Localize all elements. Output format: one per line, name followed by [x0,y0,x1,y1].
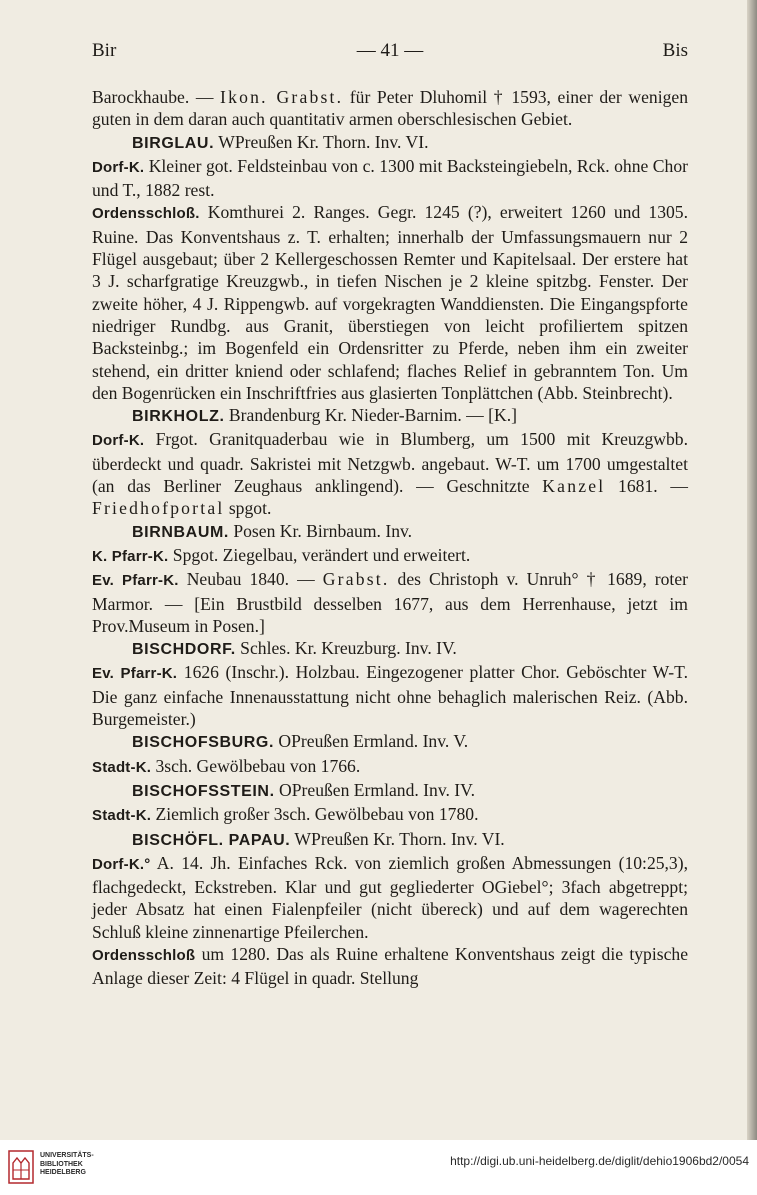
paragraph-bischofsburg-stadtk: Stadt-K. 3sch. Gewölbebau von 1766. [92,755,361,776]
building-label: Dorf-K. [92,158,145,176]
paragraph-intro: Barockhaube. — Ikon. Grabst. für Peter Dluhomil † 1593, einer der wenigen guten in dem daran auch quantitativ armen oberschlesischen Gebiet. [92,87,688,130]
paragraph-birnbaum-ev-pfarrk: Ev. Pfarr-K. Neubau 1840. — Grabst. des Christoph v. Unruh° † 1689, roter Marmor. — [Ein Brustbild desselben 1677, aus dem Herrenhause, jetzt im Prov.Museum in Posen.] [92,569,688,636]
building-label: K. Pfarr-K. [92,547,169,565]
header-left-keyword: Bir [92,40,117,61]
paragraph-bischoefl-ordensschloss: Ordensschloß um 1280. Das als Ruine erhaltene Konventshaus zeigt die typische Anlage dieser Zeit: 4 Flügel in quadr. Stellung [92,943,688,989]
paragraph-birglau-ordensschloss: Ordensschloß. Komthurei 2. Ranges. Gegr. 1245 (?), erweitert 1260 und 1305. Ruine. Das Konventshaus z. T. erhalten; innerhalb der Umfassungsmauern nur 2 Flügel ausgebaut; über 2 Kellergeschossen Remter und Kapitelsaal. Der erstere hat 3 J. scharfgratige Kreuzgwb., in tiefen Nischen je 2 kleine spitzbg. Fenster. Der zweite höher, 4 J. Rippengwb. auf vorgekragten Wanddiensten. Die Eingangspforte niedriger Rundbg. aus Granit, überstiegen von leicht profiliertem spitzen Backsteinbg.; im Bogenfeld ein Ordensritter zu Pferde, neben ihm ein zweiter stehend, ein dritter kniend oder schlafend; flaches Relief in gebranntem Ton. Um den Bogenrücken ein Inschriftfries aus glasierten Tonplättchen (Abb. Steinbrecht). [92,202,688,403]
header-right-keyword: Bis [662,40,688,61]
entry-birnbaum: BIRNBAUM. Posen Kr. Birnbaum. Inv. [132,520,413,541]
place-name: BISCHOFSSTEIN. [132,782,275,800]
page-number: — 41 — [356,40,424,61]
entry-bischofsburg: BISCHOFSBURG. OPreußen Ermland. Inv. V. [132,731,469,752]
page-edge [747,0,757,1140]
place-name: BIRNBAUM. [132,523,229,541]
entry-bischofsstein: BISCHOFSSTEIN. OPreußen Ermland. Inv. IV. [132,779,475,800]
entry-birglau: BIRGLAU. WPreußen Kr. Thorn. Inv. VI. [132,131,429,152]
paragraph-bischofsstein-stadtk: Stadt-K. Ziemlich großer 3sch. Gewölbebau von 1780. [92,804,479,825]
place-name: BIRGLAU. [132,134,215,152]
building-label: Stadt-K. [92,758,152,776]
paragraph-birnbaum-k-pfarrk: K. Pfarr-K. Spgot. Ziegelbau, verändert und erweitert. [92,544,471,565]
building-label: Ordensschloß. [92,205,200,223]
entry-bischdorf: BISCHDORF. Schles. Kr. Kreuzburg. Inv. IV. [132,638,457,659]
building-label: Ev. Pfarr-K. [92,572,179,590]
page-body [92,86,688,990]
place-name: BISCHOFSBURG. [132,734,275,752]
source-url-link[interactable]: http://digi.ub.uni-heidelberg.de/diglit/dehio1906bd2/0054 [450,1154,749,1168]
digitization-footer [0,1140,757,1195]
building-label: Dorf-K. [92,432,145,450]
paragraph-birkholz-dorfk: Dorf-K. Frgot. Granitquaderbau wie in Blumberg, um 1500 mit Kreuzgwbb. überdeckt und quadr. Sakristei mit Netzgwb. angebaut. W-T. um 1700 umgestaltet (an das Berliner Zeughaus anklingend). — Geschnitzte Kanzel 1681. — Friedhofportal spgot. [92,429,688,519]
heidelberg-university-library-logo-icon [8,1150,34,1184]
place-name: BISCHÖFL. PAPAU. [132,831,291,849]
place-name: BISCHDORF. [132,641,236,659]
building-label: Stadt-K. [92,807,152,825]
building-label: Ev. Pfarr-K. [92,665,178,683]
library-name: UNIVERSITÄTS- BIBLIOTHEK HEIDELBERG [40,1152,94,1176]
paragraph-bischdorf-ev-pfarrk: Ev. Pfarr-K. 1626 (Inschr.). Holzbau. Eingezogener platter Chor. Geböschter W-T. Die ganz einfache Innenausstattung nicht ohne behaglich malerischen Reiz. (Abb. Burgemeister.) [92,662,689,730]
entry-birkholz: BIRKHOLZ. Brandenburg Kr. Nieder-Barnim. — [K.] [132,405,517,426]
paragraph-birglau-dorfk: Dorf-K. Kleiner got. Feldsteinbau von c. 1300 mit Backsteingiebeln, Rck. ohne Chor und T., 1882 rest. [92,155,688,201]
entry-bischoefl-papau: BISCHÖFL. PAPAU. WPreußen Kr. Thorn. Inv. VI. [132,828,505,849]
building-label: Dorf-K.° [92,855,151,873]
place-name: BIRKHOLZ. [132,408,225,426]
building-label: Ordensschloß [92,946,196,964]
paragraph-bischoefl-dorfk: Dorf-K.° A. 14. Jh. Einfaches Rck. von ziemlich großen Abmessungen (10:25,3), flachgedeckt, Eckstreben. Klar und gut gegliederter OGiebel°; 3fach abgetreppt; jeder Absatz hat einen Fialenpfeiler (nicht übereck) und auf dem wagerechten Schluß kleine zinnenartige Pfeilerchen. [92,852,688,942]
